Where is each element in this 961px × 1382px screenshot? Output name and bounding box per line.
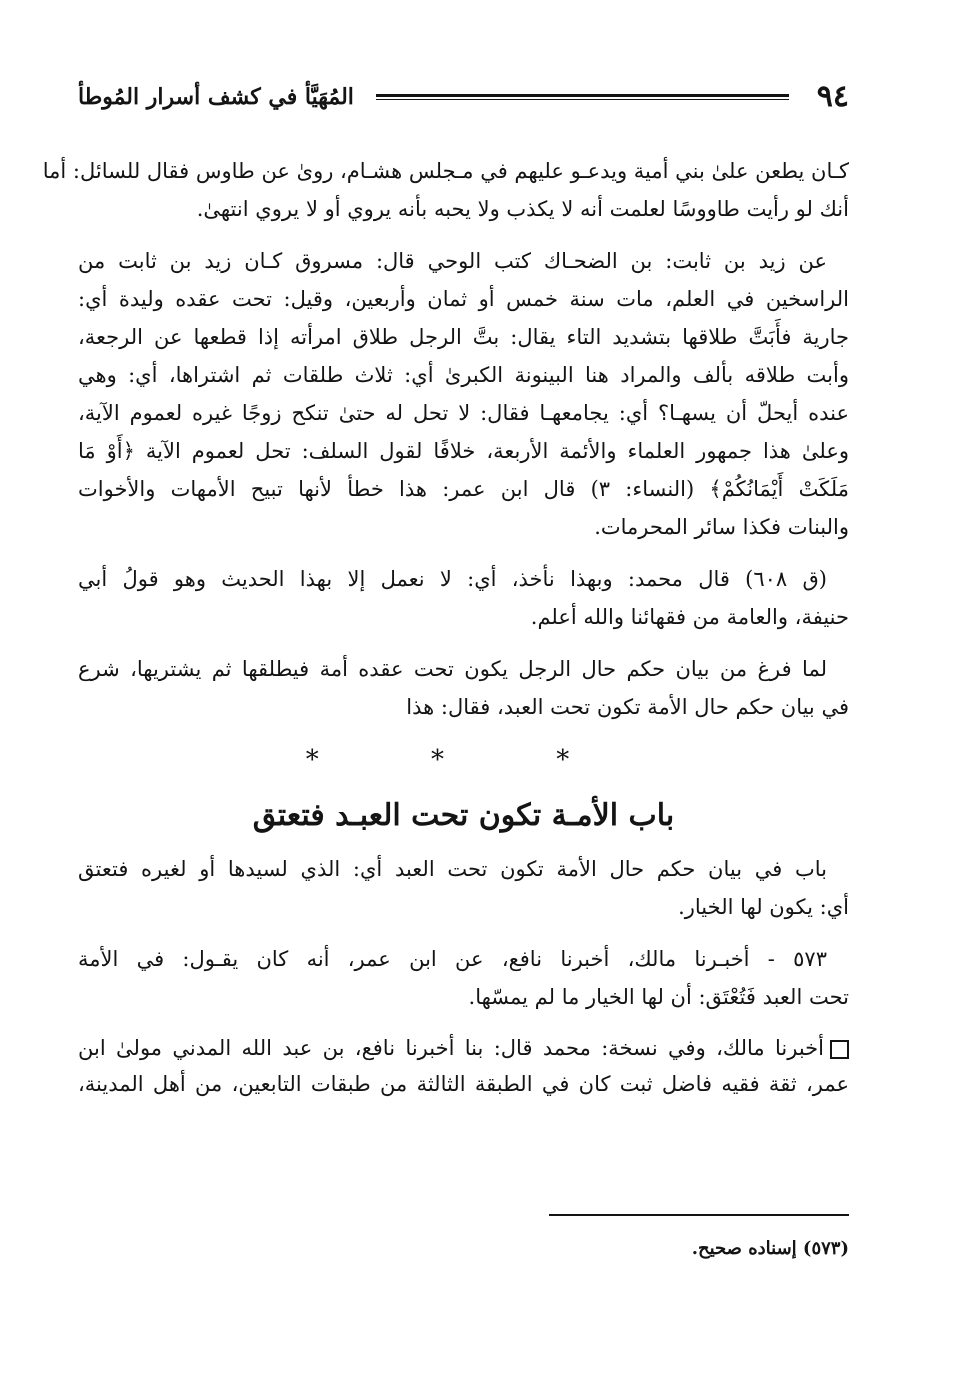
text-line: والبنات فكذا سائر المحرمات. [594,515,849,539]
section-divider-stars: * * * [305,745,622,775]
text-line: أنك لو رأيت طاووسًا لعلمت أنه لا يكذب ولا يحبه بأنه يروي أو لا يروي انتهىٰ. [196,197,849,221]
paragraph-1 [42,152,849,228]
chapter-title: باب الأمـة تكون تحت العبـد فتعتق [252,798,675,833]
commentary-paragraph [78,1030,849,1102]
header-rule [376,94,789,100]
footnote: (٥٧٣) إسناده صحيح. [691,1238,849,1259]
text-line: حنيفة، والعامة من فقهائنا والله أعلم. [530,605,849,629]
text-line: لما فرغ من بيان حكم حال الرجل يكون تحت عقده أمة فيطلقها ثم يشتريها، شرع [78,657,827,681]
text-line: وعلىٰ هذا جمهور العلماء والأئمة الأربعة، خلافًا لقول السلف: تحل لعموم الآية ﴿أَوْ مَا [78,439,849,463]
paragraph-3 [78,560,849,636]
paragraph-2 [78,242,849,546]
text-line: جارية فأَبَتَّ طلاقها بتشديد التاء يقال: بتَّ الرجل طلاق امرأته إذا قطعها عن الرجعة، [78,325,849,349]
text-line: عنده أيحلّ أن يسهـا؟ أي: يجامعهـا فقال: لا تحل له حتىٰ تنكح زوجًا غيره لعموم الآية، [78,401,849,425]
text-line: ٥٧٣ - أخبـرنا مالك، أخبرنا نافع، عن ابن عمر، أنه كان يقـول: في الأمة [78,947,827,971]
hadith-573 [78,940,849,1016]
text-line [78,1030,849,1066]
text-line: في بيان حكم حال الأمة تكون تحت العبد، فقال: هذا [406,695,849,719]
square-marker-icon [830,1040,849,1059]
text-line-content: أخبرنا مالك، وفي نسخة: محمد قال: بنا أخبرنا نافع، بن عبد الله المدني مولىٰ ابن [78,1036,824,1060]
text-line: مَلَكَتْ أَيْمَانُكُمْ﴾ (النساء: ٣) قال ابن عمر: هذا خطأ لأنها تبيح الأمهات والأخوات [78,477,849,501]
page-body [42,152,849,1116]
text-line: تحت العبد فَتُعْتَق: أن لها الخيار ما لم يمسّها. [468,985,849,1009]
text-line: عمر، ثقة فقيه فاضل ثبت كان في الطبقة الثالثة من طبقات التابعين، من أهل المدينة، [78,1072,849,1096]
text-line: كـان يطعن علىٰ بني أمية ويدعـو عليهم في مـجلس هشـام، روىٰ عن طاوس فقال للسائل: أما [42,159,849,183]
footnote-rule [549,1214,849,1216]
text-line: باب في بيان حكم حال الأمة تكون تحت العبد أي: الذي لسيدها أو لغيره فتعتق [78,857,827,881]
text-line: عن زيد بن ثابت: بن الضحـاك كتب الوحي قال: مسروق كـان زيد بن ثابت من [78,249,827,273]
page-header [78,76,849,118]
text-line: الراسخين في العلم، مات سنة خمس أو ثمان وأربعين، وقيل: تحت عقده وليدة أي: [78,287,849,311]
text-line: وأبت طلاقه بألف والمراد هنا البينونة الكبرىٰ أي: ثلاث طلقات ثم اشتراها، أي: وهي [78,363,849,387]
text-line: أي: يكون لها الخيار. [678,895,849,919]
paragraph-4 [78,650,849,726]
text-line: (ق ٦٠٨) قال محمد: وبهذا نأخذ، أي: لا نعمل إلا بهذا الحديث وهو قولُ أبي [78,567,827,591]
running-title: المُهَيَّأ في كشف أسرار المُوطأ [78,84,354,110]
page-number: ٩٤ [816,79,849,114]
paragraph-5 [78,850,849,926]
